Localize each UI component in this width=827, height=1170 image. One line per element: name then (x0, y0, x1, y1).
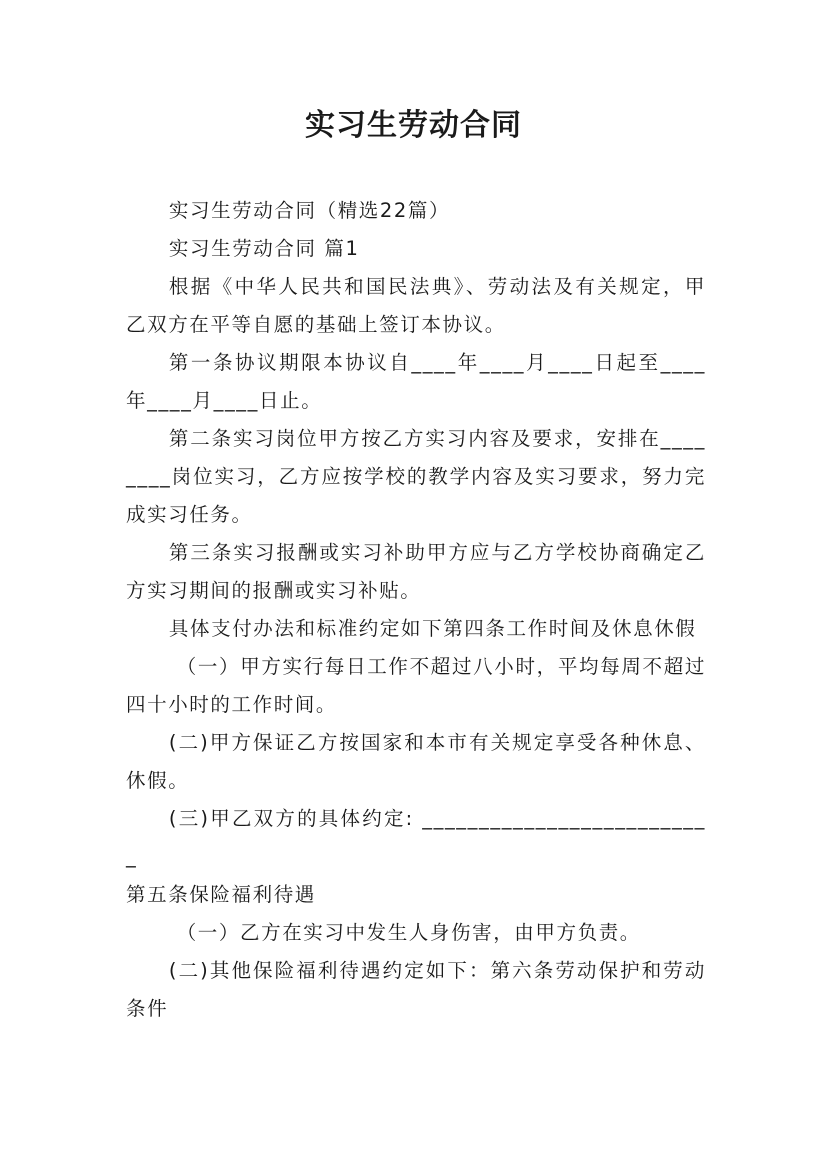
paragraph-subtitle: 实习生劳动合同（精选22篇） (168, 199, 451, 222)
paragraph-article-4-item-2: (二)甲方保证乙方按国家和本市有关规定享受各种休息、休假。 (126, 731, 706, 792)
paragraph-article-4-item-3: (三)甲乙双方的具体约定: __________________________ (126, 807, 706, 868)
paragraph-article-5-item-2: (二)其他保险福利待遇约定如下：第六条劳动保护和劳动条件 (126, 959, 706, 1020)
document-body (126, 192, 706, 1028)
document-title: 实习生劳动合同 (305, 108, 522, 143)
paragraph-article-5-item-1: （一）乙方在实习中发生人身伤害，由甲方负责。 (176, 921, 641, 944)
paragraph-article-2: 第二条实习岗位甲方按乙方实习内容及要求，安排在________岗位实习，乙方应按学校的教学内容及实习要求，努力完成实习任务。 (126, 427, 706, 526)
paragraph-section-heading: 实习生劳动合同 篇1 (168, 237, 360, 260)
paragraph-article-4-item-1: （一）甲方实行每日工作不超过八小时，平均每周不超过四十小时的工作时间。 (126, 655, 706, 716)
paragraph-article-5-heading: 第五条保险福利待遇 (126, 883, 316, 906)
paragraph-preamble: 根据《中华人民共和国民法典》、劳动法及有关规定，甲乙双方在平等自愿的基础上签订本协议。 (126, 275, 706, 336)
paragraph-payment-and-article-4: 具体支付办法和标准约定如下第四条工作时间及休息休假 (168, 617, 697, 640)
paragraph-article-1: 第一条协议期限本协议自____年____月____日起至____年____月____日止。 (126, 351, 706, 412)
paragraph-article-3: 第三条实习报酬或实习补助甲方应与乙方学校协商确定乙方实习期间的报酬或实习补贴。 (126, 541, 706, 602)
